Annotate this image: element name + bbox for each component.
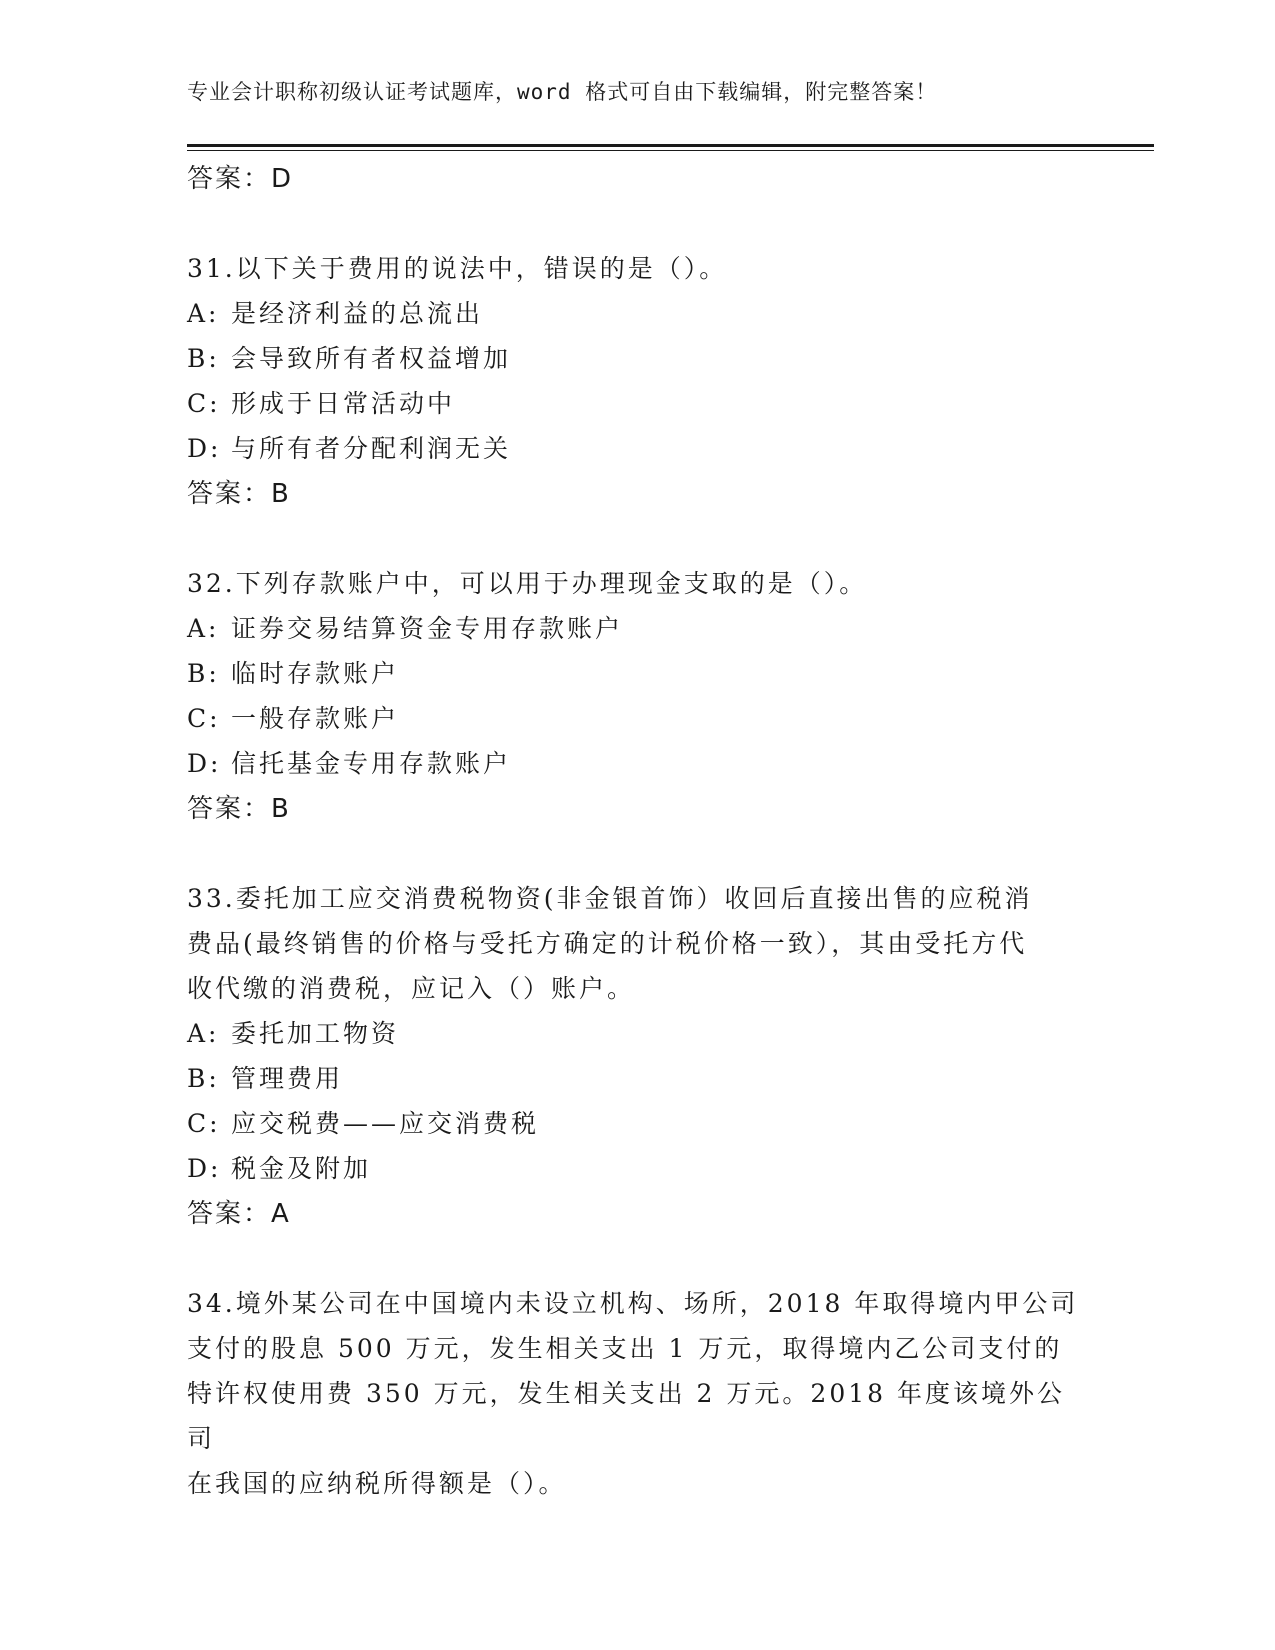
- question-34: [187, 1281, 1087, 1506]
- option-label: B:: [187, 344, 220, 373]
- option-label: C:: [187, 1109, 221, 1138]
- question-stem-line: 34.境外某公司在中国境内未设立机构、场所，2018 年取得境内甲公司: [187, 1289, 1079, 1318]
- option-c: [187, 381, 1087, 426]
- option-text: 会导致所有者权益增加: [231, 344, 512, 373]
- option-b: [187, 1056, 1087, 1101]
- answer-line: 答案：D: [187, 164, 294, 194]
- option-text: 与所有者分配利润无关: [231, 434, 512, 463]
- option-d: [187, 426, 1087, 471]
- option-label: B:: [187, 659, 220, 688]
- spacer: [187, 1237, 1087, 1281]
- question-stem: 32.下列存款账户中，可以用于办理现金支取的是（）。: [187, 569, 868, 598]
- option-b: [187, 651, 1087, 696]
- answer-line: 答案：B: [187, 794, 291, 824]
- option-text: 管理费用: [231, 1064, 344, 1093]
- option-text: 应交税费——应交消费税: [231, 1109, 540, 1138]
- question-31: [187, 246, 1087, 517]
- option-b: [187, 336, 1087, 381]
- option-text: 证券交易结算资金专用存款账户: [231, 614, 624, 643]
- option-label: A:: [187, 614, 220, 643]
- option-a: [187, 606, 1087, 651]
- option-label: A:: [187, 299, 220, 328]
- question-stem-line: 收代缴的消费税，应记入（）账户。: [187, 974, 636, 1003]
- option-c: [187, 1101, 1087, 1146]
- question-stem-line: 支付的股息 500 万元，发生相关支出 1 万元，取得境内乙公司支付的: [187, 1334, 1063, 1363]
- question-stem-line: 特许权使用费 350 万元，发生相关支出 2 万元。2018 年度该境外公司: [187, 1379, 1065, 1453]
- option-a: [187, 1011, 1087, 1056]
- answer-line: 答案：A: [187, 1199, 291, 1229]
- spacer: [187, 832, 1087, 876]
- option-text: 委托加工物资: [231, 1019, 400, 1048]
- spacer: [187, 202, 1087, 246]
- option-text: 是经济利益的总流出: [231, 299, 484, 328]
- question-stem-line: 33.委托加工应交消费税物资(非金银首饰）收回后直接出售的应税消: [187, 884, 1033, 913]
- option-text: 信托基金专用存款账户: [231, 749, 512, 778]
- question-stem-line: 在我国的应纳税所得额是（）。: [187, 1469, 567, 1498]
- option-label: D:: [187, 1154, 222, 1183]
- option-text: 形成于日常活动中: [231, 389, 456, 418]
- option-text: 税金及附加: [231, 1154, 372, 1183]
- spacer: [187, 517, 1087, 561]
- option-d: [187, 1146, 1087, 1191]
- option-label: C:: [187, 389, 221, 418]
- option-label: D:: [187, 749, 222, 778]
- question-32: [187, 561, 1087, 832]
- option-label: A:: [187, 1019, 220, 1048]
- question-list: [187, 156, 1087, 1506]
- answer-line: 答案：B: [187, 479, 291, 509]
- option-d: [187, 741, 1087, 786]
- question-stem-line: 费品(最终销售的价格与受托方确定的计税价格一致），其由受托方代: [187, 929, 1028, 958]
- option-text: 一般存款账户: [231, 704, 400, 733]
- option-label: D:: [187, 434, 222, 463]
- option-c: [187, 696, 1087, 741]
- header-rule-thin: [187, 150, 1154, 151]
- option-label: C:: [187, 704, 221, 733]
- option-label: B:: [187, 1064, 220, 1093]
- header-rule-thick: [187, 144, 1154, 147]
- option-text: 临时存款账户: [231, 659, 400, 688]
- question-stem: 31.以下关于费用的说法中，错误的是（）。: [187, 254, 728, 283]
- page-header: 专业会计职称初级认证考试题库，word 格式可自由下载编辑，附完整答案！: [187, 80, 938, 104]
- option-a: [187, 291, 1087, 336]
- question-33: [187, 876, 1087, 1237]
